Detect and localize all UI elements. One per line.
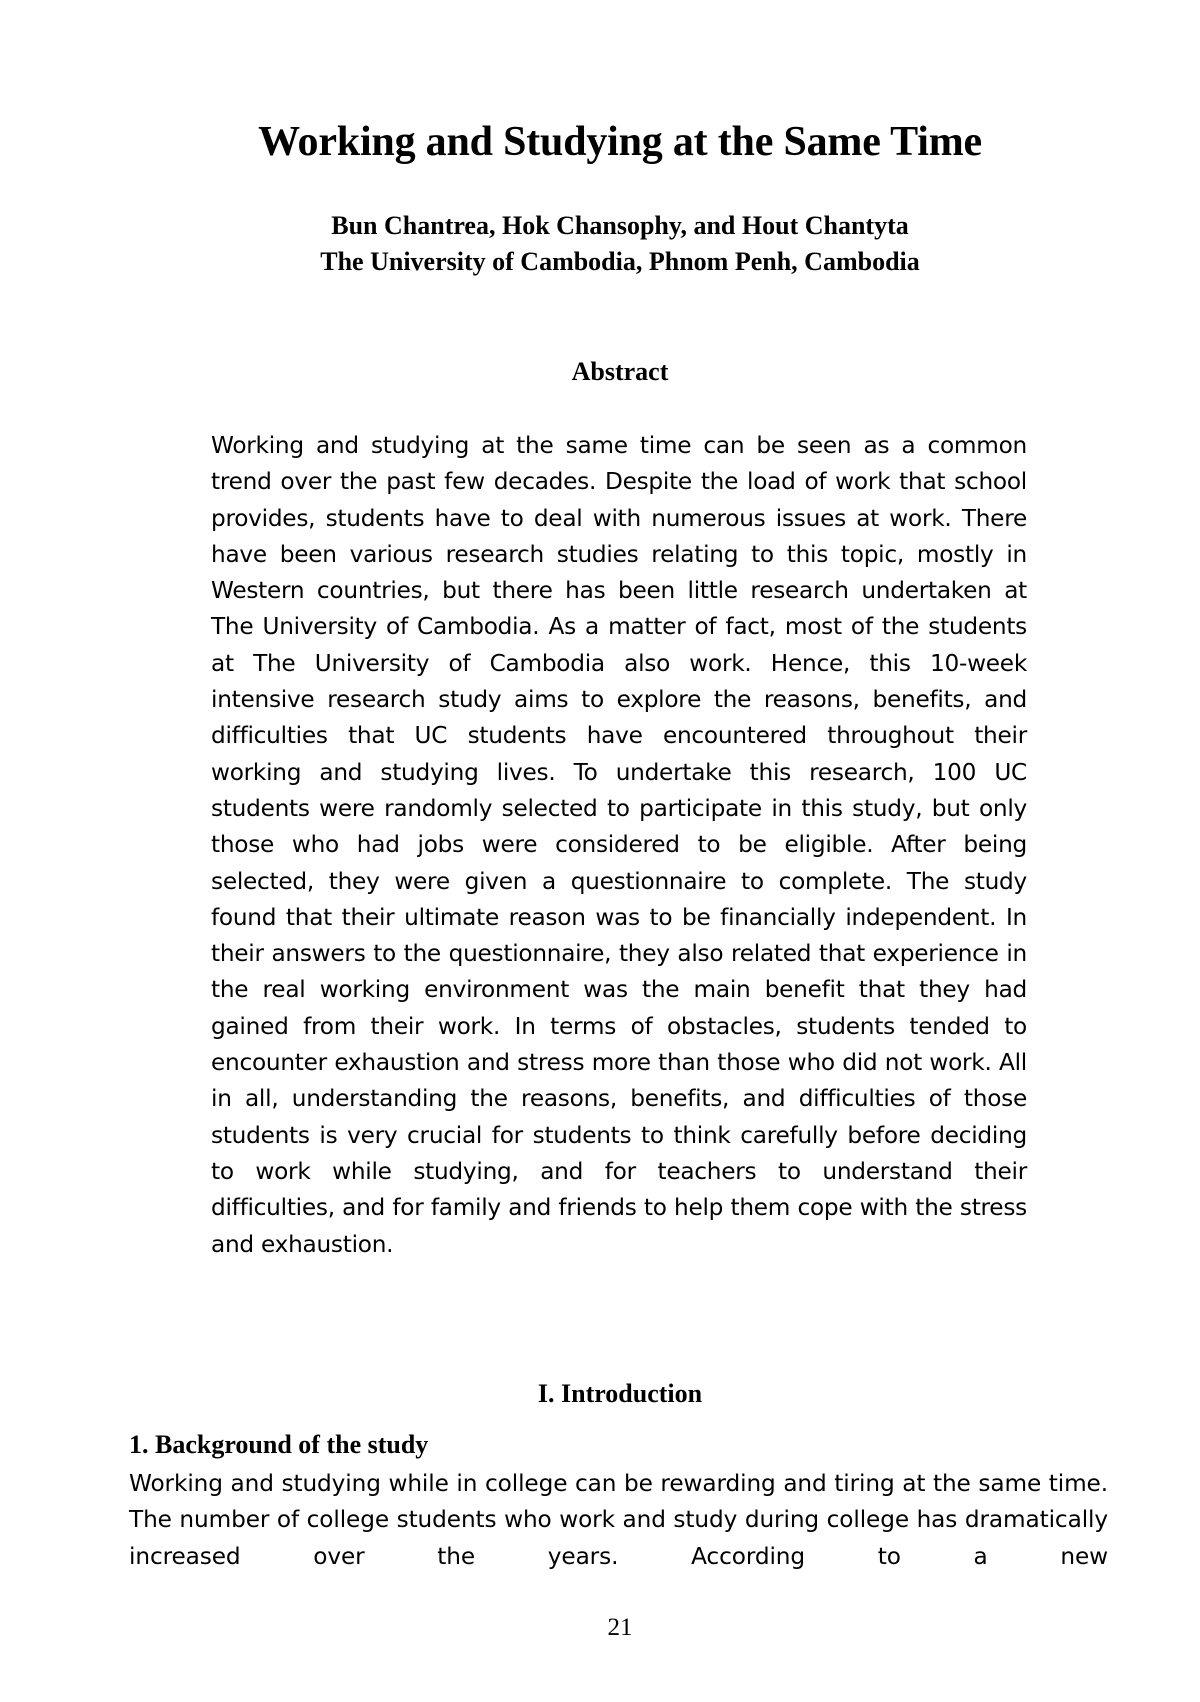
author-names: Bun Chantrea, Hok Chansophy, and Hout Chantyta — [331, 211, 909, 240]
page-number: 21 — [607, 1614, 633, 1641]
abstract-text: Working and studying at the same time can be seen as a common trend over the past few decades. Despite the load of work that school provides, students have to deal with numerous issues at work. There have been various research studies relating to this topic, mostly in Western countries, but there has been little research undertaken at The University of Cambodia. As a matter of fact, most of the students at The University of Cambodia also work. Hence, this 10-week intensive research study aims to explore the reasons, benefits, and difficulties that UC students have encountered throughout their working and studying lives. To undertake this research, 100 UC students were randomly selected to participate in this study, but only those who had jobs were considered to be eligible. After being selected, they were given a questionnaire to complete. The study found that their ultimate reason was to be financially independent. In their answers to the questionnaire, they also related that experience in the real working environment was the main benefit that they had gained from their work. In terms of obstacles, students tended to encounter exhaustion and stress more than those who did not work. All in all, understanding the reasons, benefits, and difficulties of those students is very crucial for students to think carefully before deciding to work while studying, and for teachers to understand their difficulties, and for family and friends to help them cope with the stress and exhaustion. — [211, 432, 1027, 1258]
abstract-heading: Abstract — [571, 357, 669, 386]
paper-title: Working and Studying at the Same Time — [258, 119, 982, 165]
introduction-paragraph: Working and studying while in college can be rewarding and tiring at the same time. The number of college students who work and study during college has dramatically increased over the years. According to a new — [129, 1470, 1108, 1570]
section-heading-introduction: I. Introduction — [537, 1379, 703, 1408]
subsection-heading-background: 1. Background of the study — [129, 1430, 429, 1459]
author-block — [0, 208, 1200, 280]
author-affiliation: The University of Cambodia, Phnom Penh, Cambodia — [320, 247, 920, 276]
